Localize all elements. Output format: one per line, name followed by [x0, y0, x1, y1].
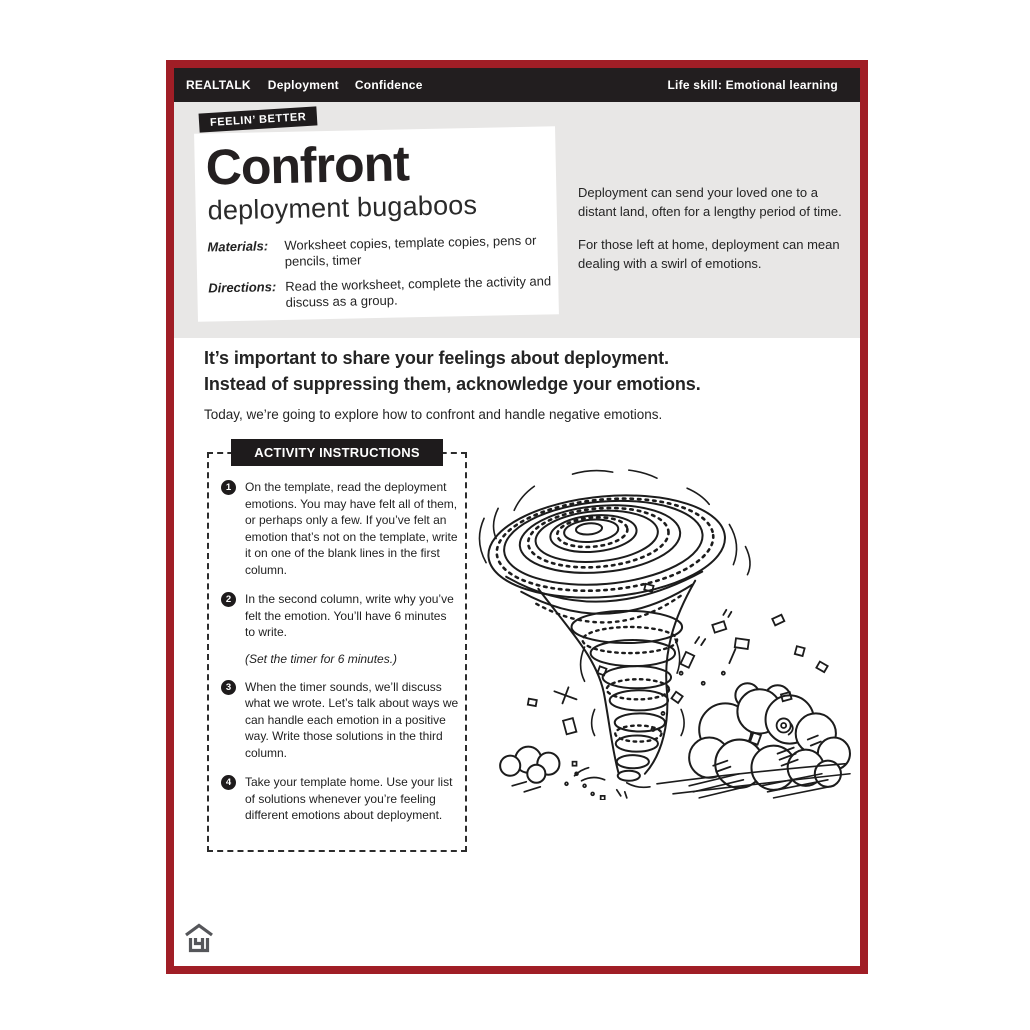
step-text: When the timer sounds, we’ll discuss what we wrote. Let’s talk about ways we can handle each emotion in a positive way. Write those solutions in the third column.	[245, 679, 459, 760]
tornado-illustration	[476, 466, 852, 800]
top-bar	[174, 68, 860, 102]
step-text: In the second column, write why you’ve felt the emotion. You’ll have 6 minutes to write.	[245, 592, 454, 639]
timer-note: (Set the timer for 6 minutes.)	[245, 651, 398, 666]
activity-instructions-box	[207, 445, 467, 852]
step-number-badge: 2	[221, 592, 236, 607]
activity-step-1	[221, 479, 459, 578]
intro-lead: Today, we’re going to explore how to confront and handle negative emotions.	[204, 407, 663, 422]
hero-aside	[578, 183, 846, 287]
life-skill-label: Life skill: Emotional learning	[667, 78, 838, 92]
directions-label: Directions:	[208, 279, 277, 296]
brand-logo: REALTALK	[186, 78, 251, 92]
activity-step-4	[221, 774, 459, 824]
page-title: Confront	[205, 135, 410, 196]
step-text: Take your template home. Use your list of solutions whenever you’re feeling different emotions about deployment.	[245, 775, 453, 822]
home-icon	[184, 922, 214, 954]
step-number-badge: 4	[221, 775, 236, 790]
title-panel	[194, 126, 559, 322]
intro-headline-line2: Instead of suppressing them, acknowledge your emotions.	[204, 374, 701, 394]
step-number-badge: 1	[221, 480, 236, 495]
aside-paragraph: Deployment can send your loved one to a distant land, often for a lengthy period of time.	[578, 185, 842, 219]
feelin-better-badge: FEELIN’ BETTER	[199, 106, 318, 132]
step-text: On the template, read the deployment emotions. You may have felt all of them, or perhaps only a few. If you’ve felt an emotion that’s not on the template, write it on one of the blank lines in the first column.	[245, 480, 458, 577]
intro-headline	[204, 345, 701, 397]
hero-section	[174, 102, 860, 338]
page-subtitle: deployment bugaboos	[207, 189, 478, 226]
worksheet-page	[166, 60, 868, 974]
aside-paragraph: For those left at home, deployment can mean dealing with a swirl of emotions.	[578, 237, 840, 271]
materials-text: Worksheet copies, template copies, pens or pencils, timer	[284, 232, 537, 269]
materials-label: Materials:	[207, 238, 269, 255]
nav-item-deployment[interactable]: Deployment	[267, 78, 339, 92]
activity-instructions-title: ACTIVITY INSTRUCTIONS	[231, 439, 443, 466]
directions-text: Read the worksheet, complete the activity and discuss as a group.	[285, 273, 552, 310]
nav-item-confidence[interactable]: Confidence	[354, 78, 423, 92]
activity-step-3	[221, 679, 459, 762]
activity-step-2	[221, 591, 459, 641]
activity-steps	[209, 454, 465, 824]
materials-directions	[207, 232, 558, 312]
intro-headline-line1: It’s important to share your feelings about deployment.	[204, 348, 669, 368]
step-number-badge: 3	[221, 680, 236, 695]
